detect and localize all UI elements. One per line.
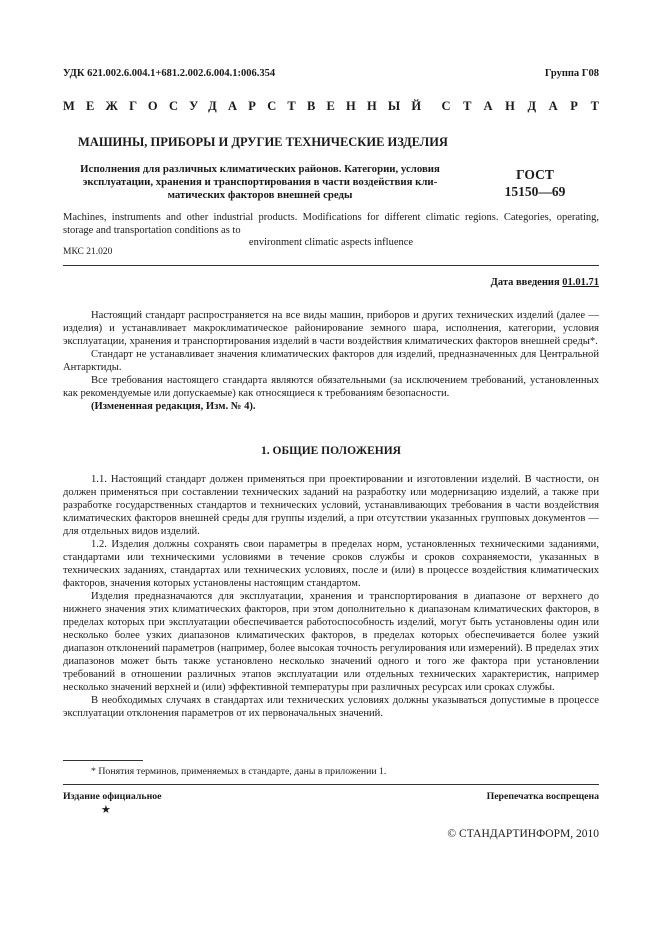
english-title-line: climatic regions. Categories, operating, storage and transportation conditions as to	[63, 212, 599, 236]
intro-paragraph: Все требования настоящего стандарта являются обязательными (за исключением требований, установленных как рекомендуемые или допускаемые) как относящиеся к требованиям безопасности.	[63, 375, 599, 399]
section-text	[63, 473, 599, 720]
gost-number: 15150—69	[504, 184, 566, 199]
section-paragraph: В необходимых случаях в стандартах или технических условиях должны указываться допустимые в процессе эксплуатации отклонения параметров от их первоначальных значений.	[63, 695, 599, 719]
document-subtitle	[63, 163, 457, 202]
standard-banner	[63, 99, 612, 114]
subtitle-line: эксплуатации, хранения и транспортирования в части воздействия кли-	[82, 176, 438, 188]
document-title: МАШИНЫ, ПРИБОРЫ И ДРУГИЕ ТЕХНИЧЕСКИЕ ИЗДЕЛИЯ	[78, 135, 448, 149]
footnote: * Понятия терминов, применяемых в стандарте, даны в приложении 1.	[91, 766, 387, 777]
gost-label: ГОСТ	[516, 167, 554, 182]
subtitle-line: матических факторов внешней среды	[167, 189, 353, 201]
section-paragraph: 1.2. Изделия должны сохранять свои параметры в пределах норм, установленных техническими заданиями, стандартами или техническими условиями в течение сроков службы и сроков сохраняемости, указанных в технических заданиях, стандартах или технических условиях, после и (или) в процессе воздействия климатических факторов, значения которых установлены настоящим стандартом.	[63, 539, 599, 589]
intro-text	[63, 309, 599, 413]
gost-designation	[470, 166, 600, 200]
section-paragraph: 1.1. Настоящий стандарт должен применяться при проектировании и изготовлении изделий. В частности, он должен применяться при составлении технических заданий на разработку или модернизацию изделий, а также при разработке государственных стандартов и технических условий, устанавливающих требования в части воздействия климатических факторов внешней среды для группы изделий, а при отсутствии указанных групповых документов — для отдельных видов изделий.	[63, 474, 599, 537]
banner-word-interstate: МЕЖГОСУДАРСТВЕННЫЙ	[63, 99, 433, 113]
introduction-date-label: Дата введения	[490, 277, 560, 288]
mks-code: МКС 21.020	[63, 247, 113, 257]
english-title-line: environment climatic aspects influence	[248, 237, 414, 248]
copyright: © СТАНДАРТИНФОРМ, 2010	[447, 828, 599, 840]
intro-paragraph: Настоящий стандарт распространяется на все виды машин, приборов и других технических изделий (далее — изделия) и устанавливает макроклиматическое районирование земного шара, исполнения, категории, условия эксплуатации, хранения и транспортирования изделий в части воздействия климатических факторов внешней среды*.	[63, 310, 599, 347]
intro-paragraph: Стандарт не устанавливает значения климатических факторов для изделий, предназначенных для Центральной Антарктиды.	[63, 349, 599, 373]
amendment-note: (Измененная редакция, Изм. № 4).	[91, 401, 256, 412]
introduction-date	[491, 277, 599, 288]
header-divider	[63, 265, 599, 266]
group-code: Группа Г08	[544, 68, 599, 79]
official-edition: Издание официальное	[63, 791, 162, 802]
subtitle-line: Исполнения для различных климатических районов. Категории, условия	[80, 163, 440, 175]
banner-word-standard: СТАНДАРТ	[441, 99, 612, 113]
udk-code: УДК 621.002.6.004.1+681.2.002.6.004.1:006.354	[63, 68, 276, 79]
star-icon: ★	[101, 804, 111, 816]
english-title	[63, 212, 599, 250]
section-heading: 1. ОБЩИЕ ПОЛОЖЕНИЯ	[261, 445, 401, 457]
introduction-date-value: 01.01.71	[562, 277, 599, 288]
footnote-divider	[63, 760, 143, 761]
section-paragraph: Изделия предназначаются для эксплуатации, хранения и транспортирования в диапазоне от верхнего до нижнего значения этих климатических факторов, при этом дополнительно к диапазонам климатических факторов, в пределах которых при эксплуатации обеспечивается работоспособность изделий, могут быть установлены один или несколько более узких диапазонов климатических факторов, в пределах которых обеспечивается более узкий диапазон отклонений параметров (например, более высокая точность регулирования или измерений). В пределах этих диапазонов может быть также установлено несколько значений одного и того же фактора при установлении требований в отношении различных этапов эксплуатации или отдельных технических характеристик, например несколько значений верхней и (или) эффективной температуры при различных ресурсах или сроках службы.	[63, 591, 599, 693]
footer-divider	[63, 784, 599, 785]
english-title-line: Machines, instruments and other industrial products. Modifications for different	[63, 212, 421, 223]
reprint-prohibited: Перепечатка воспрещена	[486, 791, 599, 802]
